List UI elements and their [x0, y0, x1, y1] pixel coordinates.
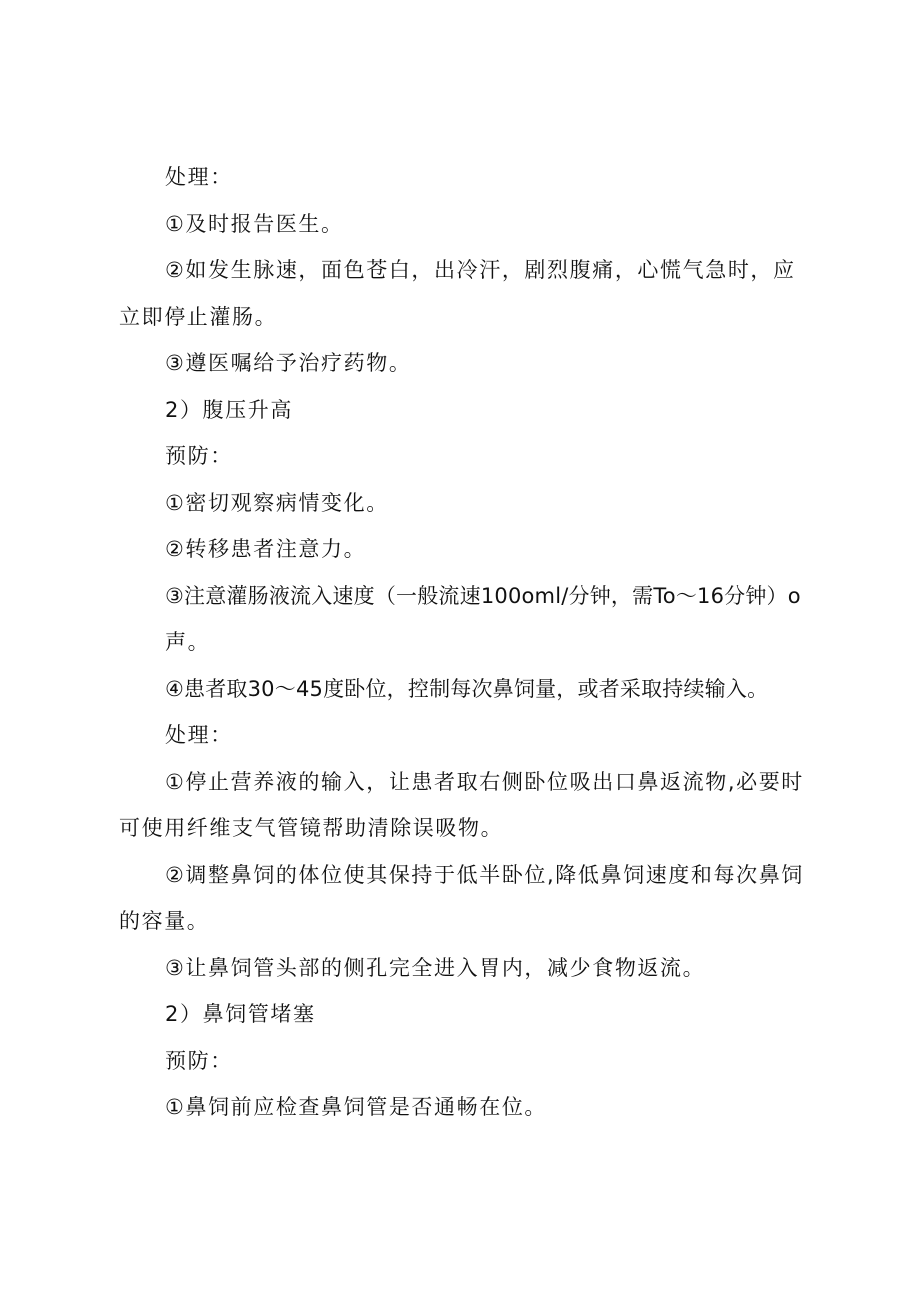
list-item: ③遵医嘱给予治疗药物。 [165, 351, 412, 375]
list-item: ①及时报告医生。 [165, 211, 344, 236]
paragraph: 声。 [165, 630, 211, 654]
list-item: ③注意灌肠液流入速度（一般流速100oml/分钟，需To～16分钟）o [165, 583, 801, 608]
list-item: ①鼻饲前应检查鼻饲管是否通畅在位。 [165, 1095, 548, 1119]
list-item: ②转移患者注意力。 [165, 537, 367, 561]
section-heading-treatment: 处理： [165, 165, 233, 189]
section-heading-treatment: 处理： [165, 723, 233, 747]
list-item: ②如发生脉速，面色苍白，出冷汗，剧烈腹痛，心慌气急时，应立即停止灌肠。 [119, 258, 796, 329]
section-heading-prevention: 预防： [165, 444, 233, 468]
list-item: ①停止营养液的输入，让患者取右侧卧位吸出口鼻返流物,必要时可使用纤维支气管镜帮助清除误吸物。 [119, 769, 804, 840]
list-item: ④患者取30～45度卧位，控制每次鼻饲量，或者采取持续输入。 [165, 676, 769, 701]
list-item: ①密切观察病情变化。 [165, 490, 389, 515]
section-heading-tube-blockage: 2）鼻饲管堵塞 [165, 1002, 316, 1026]
section-heading-abdominal-pressure: 2）腹压升高 [165, 397, 293, 422]
section-heading-prevention: 预防： [165, 1048, 233, 1073]
list-item: ③让鼻饲管头部的侧孔完全进入胃内，减少食物返流。 [165, 955, 706, 980]
list-item: ②调整鼻饲的体位使其保持于低半卧位,降低鼻饲速度和每次鼻饲的容量。 [119, 862, 804, 933]
document-body [119, 154, 809, 1131]
